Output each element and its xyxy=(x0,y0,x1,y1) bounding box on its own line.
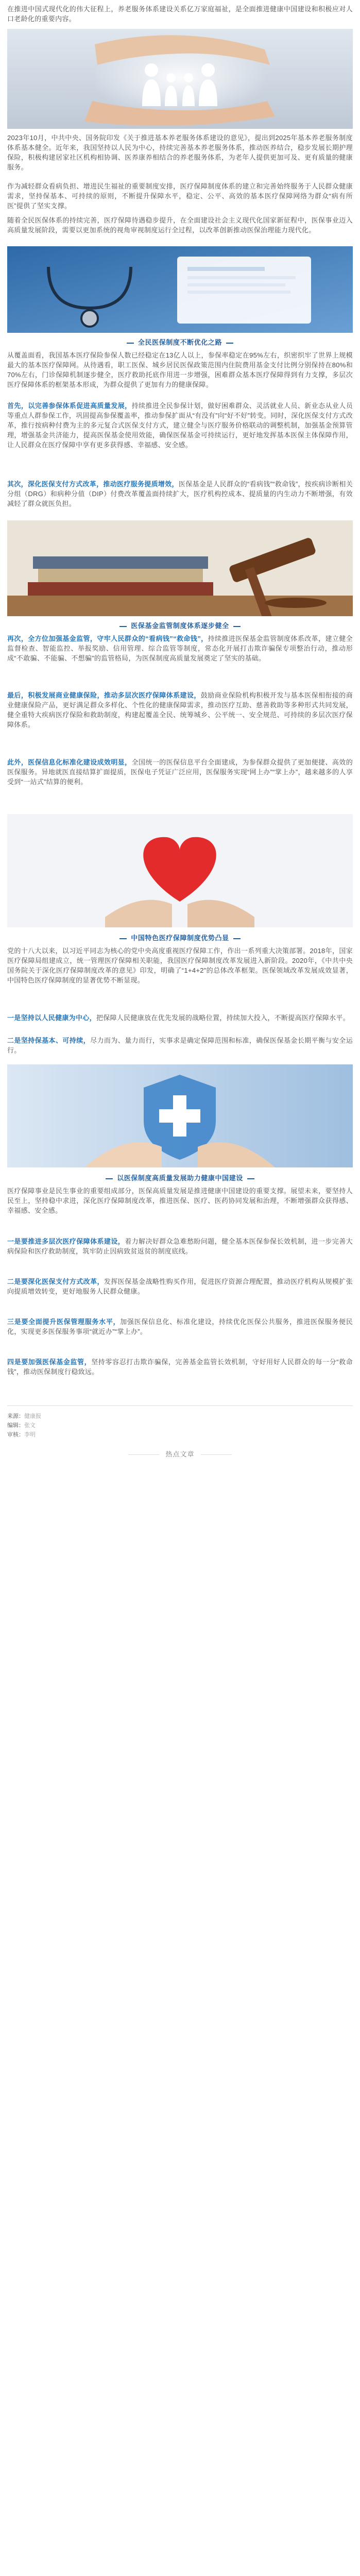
caption-1: 全民医保制度不断优化之路 xyxy=(0,337,360,347)
paragraph-7-body: 持续推进医保基金监管制度体系改革，建立健全监督检查、智能监控、举报奖励、信用管理、综合监管等制度，常态化开展打击欺诈骗保专项整治行动，推动形成“不敢骗、不能骗、不想骗”的监管格局，为医保制度高质量发展奠定了坚实的基础。 xyxy=(7,635,353,662)
paragraph-5 xyxy=(7,401,353,450)
paragraph-6-body: 医保基金是人民群众的“看病钱”“救命钱”，按疾病诊断相关分组（DRG）和病种分值（DIP）付费改革覆盖面持续扩大，医疗机构控成本、提质量的内生动力不断增强，有效减轻了群众就医负担。 xyxy=(7,480,353,507)
paragraph-6 xyxy=(7,479,353,509)
paragraph-8 xyxy=(7,690,353,730)
reviewer-label: 审核： xyxy=(7,1432,24,1438)
gavel-image xyxy=(7,520,353,616)
editor-label: 编辑： xyxy=(7,1422,24,1429)
paragraph-14-highlight: 一是要推进多层次医疗保障体系建设， xyxy=(7,1238,125,1245)
paragraph-9-highlight: 此外，医保信息化标准化建设成效明显， xyxy=(7,758,132,766)
paragraph-15-highlight: 二是要深化医保支付方式改革， xyxy=(7,1278,104,1285)
paragraph-16-body: 加强医保信息化、标准化建设，持续优化医保公共服务，推进医保服务便民化，实现更多医保服务事项“就近办”“掌上办”。 xyxy=(7,1318,353,1335)
hot-articles-heading[interactable]: 热点文章 xyxy=(0,1449,360,1459)
reviewer-value: 李明 xyxy=(24,1432,36,1438)
paragraph-11-body: 把保障人民健康放在优先发展的战略位置，持续加大投入，不断提高医疗保障水平。 xyxy=(96,1014,350,1022)
paragraph-1: 2023年10月，中共中央、国务院印发《关于推进基本养老服务体系建设的意见》，提出到2025年基本养老服务制度体系基本健全。近年来，我国坚持以人民为中心，持续完善基本养老服务体系，推动医养结合，稳步发展长期护理保险，积极构建居家社区机构相协调、医养康养相结合的养老服务体系，为老年人提供更加可及、更有质量的健康服务。 xyxy=(7,134,353,171)
caption-4: 以医保制度高质量发展助力健康中国建设 xyxy=(0,1173,360,1182)
paragraph-14-body: 着力解决好群众急难愁盼问题，健全基本医保参保长效机制，进一步完善大病保险和医疗救助制度，筑牢防止因病致贫返贫的制度底线。 xyxy=(7,1238,353,1255)
paragraph-17-highlight: 四是要加强医保基金监管， xyxy=(7,1358,92,1366)
paragraph-12-highlight: 二是坚持保基本、可持续， xyxy=(7,1037,91,1044)
reviewer-line xyxy=(7,1430,36,1438)
paragraph-17 xyxy=(7,1357,353,1377)
paragraph-8-highlight: 最后，积极发展商业健康保险，推动多层次医疗保障体系建设， xyxy=(7,691,201,699)
paragraph-7 xyxy=(7,634,353,663)
health-shield-image xyxy=(7,1064,353,1167)
paragraph-14 xyxy=(7,1236,353,1256)
paragraph-9 xyxy=(7,757,353,787)
source-line xyxy=(7,1412,41,1420)
paragraph-8-body: 鼓励商业保险机构积极开发与基本医保相衔接的商业健康保险产品，更好满足群众多样化、个性化的健康保障需求，推动医疗互助、慈善救助等多种形式共同发展，健全重特大疾病医疗保险和救助制度，构建起覆盖全民、统筹城乡、公平统一、安全规范、可持续的多层次医疗保障体系。 xyxy=(7,691,353,728)
source-value: 健康报 xyxy=(24,1413,41,1419)
paragraph-7-highlight: 再次，全方位加强基金监管，守牢人民群众的“看病钱”“救命钱”， xyxy=(7,635,208,642)
paragraph-16 xyxy=(7,1317,353,1336)
paragraph-11-highlight: 一是坚持以人民健康为中心， xyxy=(7,1014,96,1022)
medical-insurance-image xyxy=(7,246,353,333)
paragraph-2: 作为减轻群众看病负担、增进民生福祉的重要制度安排，医疗保障制度体系的建立和完善始终服务于人民群众健康需求，坚持保基本、可持续的原则，不断提升保障水平，稳定、公平、高效的基本医疗保障网络为群众“病有所医”提供了坚实支撑。 xyxy=(7,182,353,210)
source-label: 来源： xyxy=(7,1413,24,1419)
paragraph-9-body: 全国统一的医保信息平台全面建成，为参保群众提供了更加便捷、高效的医保服务。异地就医直接结算扩面提质，医保电子凭证广泛应用，医保服务实现“网上办”“掌上办”，越来越多的人享受到“一站式”结算的便利。 xyxy=(7,758,353,786)
heart-hands-illustration xyxy=(7,814,353,927)
paragraph-11 xyxy=(7,1013,353,1023)
paragraph-3: 随着全民医保体系的持续完善，医疗保障待遇稳步提升，在全面建设社会主义现代化国家新征程中，医保事业迈入高质量发展阶段，需要以更加系统的视角审视制度运行全过程，以改革创新推动医保治理能力现代化。 xyxy=(7,216,353,234)
paragraph-12-body: 尽力而为、量力而行，实事求是确定保障范围和标准，确保医保基金长期平衡与安全运行。 xyxy=(7,1037,353,1054)
intro-paragraph: 在推进中国式现代化的伟大征程上，养老服务体系建设关系亿万家庭福祉，是全面推进健康中国建设和积极应对人口老龄化的重要内容。 xyxy=(7,5,353,23)
family-hands-illustration xyxy=(7,29,353,129)
gavel-books-illustration xyxy=(7,520,353,616)
heart-hands-image xyxy=(7,814,353,927)
family-protection-image xyxy=(7,29,353,129)
shield-cross-illustration xyxy=(7,1064,353,1167)
paragraph-6-highlight: 其次，深化医保支付方式改革，推动医疗服务提质增效， xyxy=(7,480,179,488)
paragraph-5-highlight: 首先，以完善参保体系促进高质量发展， xyxy=(7,402,132,410)
paragraph-12 xyxy=(7,1036,353,1055)
caption-3: 中国特色医疗保障制度优势凸显 xyxy=(0,933,360,942)
paragraph-4: 从覆盖面看，我国基本医疗保险参保人数已经稳定在13亿人以上，参保率稳定在95%左右，织密织牢了世界上规模最大的基本医疗保障网。从待遇看，职工医保、城乡居民医保政策范围内住院费用基金支付比例分别保持在80%和70%左右，门诊保障机制逐步健全，医疗救助托底作用进一步增强，困难群众基本医疗保障得到有力支撑，多层次医疗保障体系的框架基本形成，为群众提供了更加有力的健康保障。 xyxy=(7,351,353,388)
paragraph-15-body: 发挥医保基金战略性购买作用，促进医疗资源合理配置，推动医疗机构从规模扩张向提质增效转变，更好地服务人民群众健康。 xyxy=(7,1278,353,1295)
paragraph-15 xyxy=(7,1277,353,1296)
editor-value: 张文 xyxy=(24,1422,36,1429)
paragraph-16-highlight: 三是要全面提升医保管理服务水平， xyxy=(7,1318,121,1326)
stethoscope-illustration xyxy=(7,246,353,333)
footer-divider xyxy=(7,1405,353,1406)
paragraph-13: 医疗保障事业是民生事业的重要组成部分，医保高质量发展是推进健康中国建设的重要支撑。展望未来，要坚持人民至上，坚持稳中求进，深化医疗保障制度改革，推进医保、医疗、医药协同发展和治理，不断增强群众获得感、幸福感、安全感。 xyxy=(7,1187,353,1214)
paragraph-17-body: 坚持零容忍打击欺诈骗保，完善基金监管长效机制，守好用好人民群众的每一分“救命钱”，推动医保制度行稳致远。 xyxy=(7,1358,353,1376)
paragraph-10: 党的十八大以来，以习近平同志为核心的党中央高度重视医疗保障工作，作出一系列重大决策部署。2018年，国家医疗保障局组建成立，统一管理医疗保障相关职能，我国医疗保障制度改革发展进入新阶段。2020年，《中共中央国务院关于深化医疗保障制度改革的意见》印发，明确了“1+4+2”的总体改革框架。医保领域改革发展成效显著，中国特色医疗保障制度的显著优势不断显现。 xyxy=(7,947,353,984)
caption-2: 医保基金监管制度体系逐步健全 xyxy=(0,620,360,630)
editor-line xyxy=(7,1421,36,1429)
cross-horizontal xyxy=(159,1109,200,1123)
paragraph-5-body: 持续推进全民参保计划，做好困难群众、灵活就业人员、新业态从业人员等重点人群参保工作，巩固提高参保覆盖率，推动参保扩面从“有没有”向“好不好”转变。同时，深化医保支付方式改革，推行按病种付费为主的多元复合式医保支付方式，建立健全与医疗服务价格联动的调整机制，加强基金预算管理，增强基金共济能力，提高医保基金使用效能，确保医保基金可持续运行，更好地发挥基本医保主体保障作用，让人民群众在医疗保障中享有更多获得感、幸福感、安全感。 xyxy=(7,402,353,449)
